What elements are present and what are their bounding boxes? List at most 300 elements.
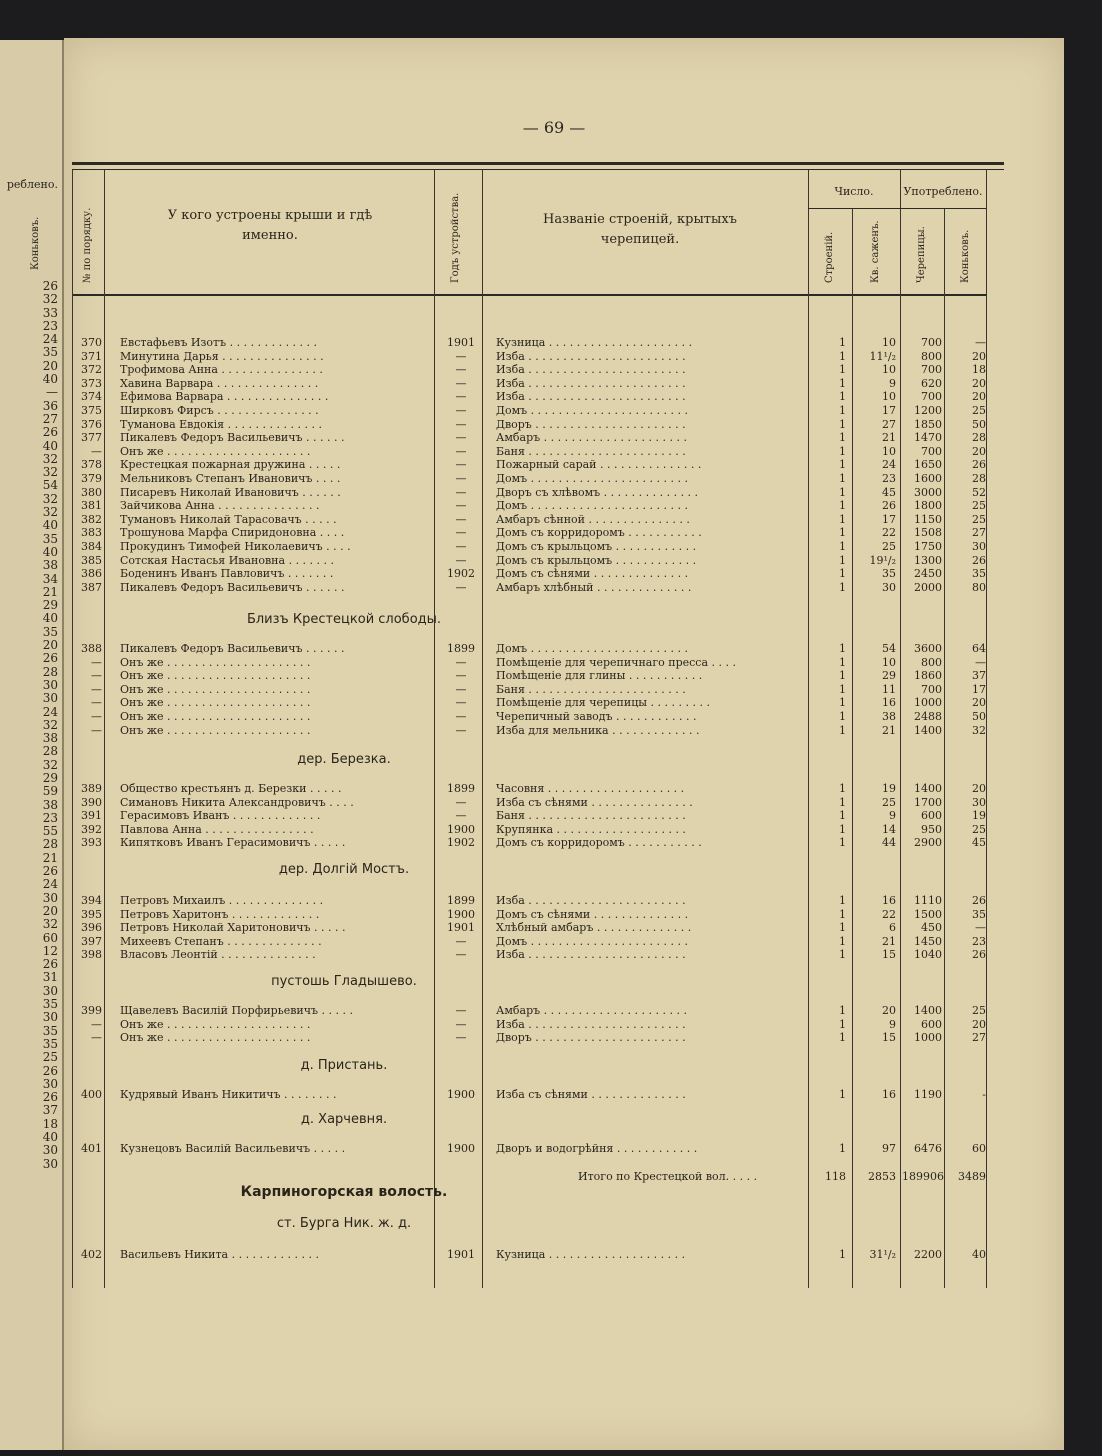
cell-who: Трофимова Анна . . . . . . . . . . . . . . .	[120, 363, 323, 377]
cell-bld: Помѣщеніе для черепичнаго пресса . . . .	[496, 655, 736, 669]
cell-who: Власовъ Леонтій . . . . . . . . . . . . . .	[120, 948, 316, 962]
cell-no: 379	[81, 472, 102, 485]
cell-ridge: 23	[972, 934, 986, 948]
table-row	[64, 418, 1064, 431]
cell-bld: Изба для мельника . . . . . . . . . . . . .	[496, 723, 700, 737]
cell-yr: 1901	[447, 1248, 475, 1261]
cell-who: Петровъ Николай Харитоновичъ . . . . .	[120, 921, 346, 935]
cell-bld: Домъ съ сѣнями . . . . . . . . . . . . . .	[496, 907, 689, 921]
cell-no: 374	[81, 390, 102, 404]
cell-cnt: 1	[839, 404, 846, 417]
cell-bld: Изба съ сѣнями . . . . . . . . . . . . . . .	[496, 795, 693, 809]
left-value: 26	[42, 864, 58, 879]
cell-tile: 700	[921, 682, 942, 696]
cell-bld: Домъ съ корридоромъ . . . . . . . . . . .	[496, 836, 702, 850]
table-row	[64, 404, 1064, 417]
cell-ridge: 26	[972, 894, 986, 907]
cell-cnt: 1	[839, 782, 846, 795]
cell-cnt: 1	[839, 336, 846, 349]
cell-yr: 1899	[447, 642, 475, 655]
left-value: 24	[42, 704, 58, 719]
cell-cnt: 1	[839, 723, 846, 737]
cell-who: Пикалевъ Федоръ Васильевичъ . . . . . .	[120, 580, 345, 594]
cell-area: 11¹/₂	[869, 349, 896, 363]
cell-area: 25	[882, 795, 896, 809]
col-area-header: Кв. саженъ.	[870, 220, 881, 283]
cell-ridge: 52	[972, 485, 986, 499]
cell-yr: 1899	[447, 894, 475, 907]
cell-cnt: 1	[839, 553, 846, 567]
cell-ridge: 26	[972, 948, 986, 962]
left-value: 28	[42, 664, 58, 679]
table-row	[64, 908, 1064, 921]
table-row	[64, 683, 1064, 696]
cell-tile: 620	[921, 376, 942, 390]
cell-cnt: 1	[839, 822, 846, 836]
cell-no: 378	[81, 458, 102, 472]
cell-bld: Домъ съ корридоромъ . . . . . . . . . . .	[496, 526, 702, 540]
left-value: 30	[42, 1143, 58, 1158]
cell-area: 31¹/₂	[869, 1248, 896, 1261]
cell-area: 35	[882, 567, 896, 581]
cell-ridge: -	[982, 1088, 986, 1101]
table-row	[64, 796, 1064, 809]
section-heading: пустошь Гладышево.	[271, 974, 417, 989]
table-row	[64, 1031, 1064, 1044]
cell-tile: 1000	[914, 1031, 942, 1045]
cell-area: 38	[882, 710, 896, 723]
cell-who: Онъ же . . . . . . . . . . . . . . . . . . . . .	[120, 1031, 311, 1045]
cell-ridge: 25	[972, 1004, 986, 1017]
cell-no: 398	[81, 948, 102, 962]
col-building-header: Названіе строеній, крытыхъ черепицей.	[543, 212, 737, 247]
cell-area: 22	[882, 907, 896, 921]
left-value: 21	[42, 584, 58, 599]
cell-who: Хавина Варвара . . . . . . . . . . . . . . .	[120, 376, 319, 390]
cell-ridge: 19	[972, 809, 986, 823]
cell-yr: —	[455, 458, 467, 472]
cell-who: Петровъ Михаилъ . . . . . . . . . . . . . .	[120, 894, 324, 907]
table-row	[64, 782, 1064, 795]
cell-no: 372	[81, 363, 102, 377]
cell-tile: 2900	[914, 836, 942, 850]
cell-yr: —	[455, 669, 467, 683]
section-heading: Близъ Крестецкой слободы.	[246, 612, 442, 627]
cell-no: 371	[81, 349, 102, 363]
cell-no: —	[91, 723, 102, 737]
left-value: 38	[42, 797, 58, 812]
cell-yr: 1902	[447, 836, 475, 850]
left-value: —	[46, 385, 58, 400]
table-row	[64, 390, 1064, 403]
cell-yr: —	[455, 512, 467, 526]
cell-yr: —	[455, 376, 467, 390]
cell-bld: Изба . . . . . . . . . . . . . . . . . . . . . . .	[496, 376, 686, 390]
cell-tile: 1110	[914, 894, 942, 907]
cell-bld: Дворъ и водогрѣйня . . . . . . . . . . . .	[496, 1142, 698, 1155]
cell-no: 382	[81, 512, 102, 526]
cell-cnt: 1	[839, 363, 846, 377]
table-row	[64, 472, 1064, 485]
table-row	[64, 710, 1064, 723]
cell-area: 17	[882, 512, 896, 526]
cell-cnt: 1	[839, 642, 846, 655]
cell-cnt: 1	[839, 836, 846, 850]
cell-tile: 1508	[914, 526, 942, 540]
left-value: 32	[42, 451, 58, 466]
left-value: 32	[42, 505, 58, 520]
cell-tile: 1750	[914, 540, 942, 553]
cell-ridge: 28	[972, 472, 986, 485]
cell-cnt: 1	[839, 458, 846, 472]
table-row	[64, 499, 1064, 512]
left-value: 20	[42, 638, 58, 653]
total-count: 118	[825, 1170, 846, 1183]
cell-who: Евстафьевъ Изотъ . . . . . . . . . . . . .	[120, 336, 318, 349]
cell-bld: Домъ съ крыльцомъ . . . . . . . . . . . .	[496, 540, 697, 553]
left-value: 25	[42, 1050, 58, 1065]
cell-bld: Амбаръ . . . . . . . . . . . . . . . . . . . . .	[496, 1004, 687, 1017]
cell-bld: Помѣщеніе для глины . . . . . . . . . . .	[496, 669, 703, 683]
cell-who: Онъ же . . . . . . . . . . . . . . . . . . . . .	[120, 710, 311, 723]
table-row	[64, 526, 1064, 539]
left-column-label: Коньковъ.	[30, 216, 41, 270]
cell-no: —	[91, 444, 102, 458]
cell-tile: 600	[921, 809, 942, 823]
cell-no: 401	[81, 1142, 102, 1155]
cell-bld: Дворъ съ хлѣвомъ . . . . . . . . . . . . . .	[496, 485, 699, 499]
total-tiles: 189906	[902, 1170, 944, 1183]
cell-area: 29	[882, 669, 896, 683]
group-count-header: Число.	[834, 185, 874, 198]
table-row	[64, 836, 1064, 849]
left-value: 55	[42, 824, 58, 839]
left-value: 26	[42, 279, 58, 293]
cell-no: 386	[81, 567, 102, 581]
cell-ridge: 20	[972, 696, 986, 710]
cell-cnt: 1	[839, 567, 846, 581]
cell-tile: 1000	[914, 696, 942, 710]
table-row	[64, 540, 1064, 553]
cell-who: Герасимовъ Иванъ . . . . . . . . . . . . .	[120, 809, 321, 823]
section-heading-bold: Карпиногорская волость.	[240, 1184, 448, 1200]
cell-ridge: 80	[972, 580, 986, 594]
left-value: 29	[42, 598, 58, 613]
cell-no: 389	[81, 782, 102, 795]
left-value: 26	[42, 957, 58, 972]
cell-bld: Часовня . . . . . . . . . . . . . . . . . . . .	[496, 782, 685, 795]
cell-bld: Изба . . . . . . . . . . . . . . . . . . . . . . .	[496, 349, 686, 363]
cell-ridge: 50	[972, 710, 986, 723]
cell-who: Кипятковъ Иванъ Герасимовичъ . . . . .	[120, 836, 346, 850]
cell-yr: 1900	[447, 1142, 475, 1155]
cell-who: Симановъ Никита Александровичъ . . . .	[120, 795, 354, 809]
cell-tile: 800	[921, 655, 942, 669]
cell-tile: 6476	[914, 1142, 942, 1155]
table-row	[64, 350, 1064, 363]
cell-area: 21	[882, 431, 896, 445]
cell-yr: 1900	[447, 1088, 475, 1101]
cell-ridge: 25	[972, 404, 986, 417]
cell-who: Крестецкая пожарная дружина . . . . .	[120, 458, 341, 472]
cell-ridge: 37	[972, 669, 986, 683]
cell-tile: 950	[921, 822, 942, 836]
cell-cnt: 1	[839, 795, 846, 809]
left-value: 35	[42, 1036, 58, 1051]
cell-yr: —	[455, 655, 467, 669]
section-heading: д. Харчевня.	[300, 1112, 388, 1127]
cell-tile: 1500	[914, 907, 942, 921]
cell-ridge: 50	[972, 417, 986, 431]
cell-yr: 1900	[447, 907, 475, 921]
cell-who: Онъ же . . . . . . . . . . . . . . . . . . . . .	[120, 682, 311, 696]
left-value: 18	[42, 1116, 58, 1131]
cell-no: 380	[81, 485, 102, 499]
cell-yr: —	[455, 1017, 467, 1031]
cell-yr: —	[455, 795, 467, 809]
cell-cnt: 1	[839, 540, 846, 553]
table-row	[64, 724, 1064, 737]
table-row	[64, 445, 1064, 458]
cell-no: 373	[81, 376, 102, 390]
cell-cnt: 1	[839, 1004, 846, 1017]
cell-area: 30	[882, 580, 896, 594]
cell-tile: 800	[921, 349, 942, 363]
table-row	[64, 1248, 1064, 1261]
cell-bld: Помѣщеніе для черепицы . . . . . . . . .	[496, 696, 710, 710]
col-who-header: У кого устроены крыши и гдѣ именно.	[167, 208, 373, 243]
left-value: 40	[42, 544, 58, 559]
cell-cnt: 1	[839, 710, 846, 723]
table-row	[64, 581, 1064, 594]
table-row	[64, 1004, 1064, 1017]
table-row	[64, 377, 1064, 390]
left-value: 26	[42, 651, 58, 666]
left-value: 35	[42, 345, 58, 360]
cell-bld: Амбаръ . . . . . . . . . . . . . . . . . . . . .	[496, 431, 687, 445]
cell-bld: Кузница . . . . . . . . . . . . . . . . . . . . .	[496, 336, 693, 349]
cell-ridge: 45	[972, 836, 986, 850]
cell-yr: —	[455, 682, 467, 696]
cell-area: 20	[882, 1004, 896, 1017]
cell-who: Мельниковъ Степанъ Ивановичъ . . . .	[120, 472, 341, 485]
col-ridges-header: Коньковъ.	[960, 229, 971, 283]
left-value: 34	[42, 571, 58, 586]
cell-yr: —	[455, 499, 467, 513]
cell-cnt: 1	[839, 526, 846, 540]
cell-cnt: 1	[839, 1088, 846, 1101]
cell-no: —	[91, 696, 102, 710]
cell-who: Кузнецовъ Василій Васильевичъ . . . . .	[120, 1142, 346, 1155]
cell-bld: Домъ . . . . . . . . . . . . . . . . . . . . . . .	[496, 642, 688, 655]
table-row	[64, 642, 1064, 655]
cell-tile: 600	[921, 1017, 942, 1031]
cell-no: 396	[81, 921, 102, 935]
cell-cnt: 1	[839, 417, 846, 431]
cell-area: 26	[882, 499, 896, 513]
cell-yr: 1900	[447, 822, 475, 836]
table-row	[64, 1142, 1064, 1155]
left-value: 35	[42, 624, 58, 639]
cell-yr: —	[455, 526, 467, 540]
cell-area: 9	[889, 1017, 896, 1031]
cell-area: 24	[882, 458, 896, 472]
cell-bld: Изба . . . . . . . . . . . . . . . . . . . . . . .	[496, 894, 686, 907]
cell-area: 44	[882, 836, 896, 850]
cell-ridge: 64	[972, 642, 986, 655]
cell-who: Прокудинъ Тимофей Николаевичъ . . . .	[120, 540, 351, 553]
cell-cnt: 1	[839, 1142, 846, 1155]
left-value: 33	[42, 305, 58, 320]
cell-bld: Амбаръ хлѣбный . . . . . . . . . . . . . .	[496, 580, 692, 594]
cell-cnt: 1	[839, 669, 846, 683]
cell-cnt: 1	[839, 512, 846, 526]
cell-bld: Домъ . . . . . . . . . . . . . . . . . . . . . . .	[496, 404, 688, 417]
cell-yr: —	[455, 1004, 467, 1017]
cell-tile: 1190	[914, 1088, 942, 1101]
table-row	[64, 1018, 1064, 1031]
cell-area: 45	[882, 485, 896, 499]
cell-no: —	[91, 1017, 102, 1031]
cell-yr: —	[455, 1031, 467, 1045]
left-value: 36	[42, 398, 58, 413]
cell-cnt: 1	[839, 907, 846, 921]
left-value: 40	[42, 438, 58, 453]
left-value: 23	[42, 318, 58, 333]
cell-area: 14	[882, 822, 896, 836]
cell-cnt: 1	[839, 390, 846, 404]
cell-tile: 1400	[914, 1004, 942, 1017]
cell-who: Онъ же . . . . . . . . . . . . . . . . . . . . .	[120, 696, 311, 710]
cell-tile: 450	[921, 921, 942, 935]
left-page-fragment	[0, 40, 65, 1450]
cell-cnt: 1	[839, 485, 846, 499]
total-ridges: 3489	[958, 1170, 986, 1183]
cell-area: 15	[882, 948, 896, 962]
cell-who: Минутина Дарья . . . . . . . . . . . . . . .	[120, 349, 324, 363]
cell-no: 388	[81, 642, 102, 655]
cell-who: Онъ же . . . . . . . . . . . . . . . . . . . . .	[120, 669, 311, 683]
cell-yr: —	[455, 431, 467, 445]
table-row	[64, 336, 1064, 349]
left-value: 24	[42, 877, 58, 892]
cell-no: 392	[81, 822, 102, 836]
cell-no: —	[91, 1031, 102, 1045]
cell-no: 394	[81, 894, 102, 907]
cell-area: 22	[882, 526, 896, 540]
cell-ridge: 40	[972, 1248, 986, 1261]
left-value: 30	[42, 1156, 58, 1171]
cell-ridge: 25	[972, 499, 986, 513]
cell-cnt: 1	[839, 894, 846, 907]
cell-ridge: 32	[972, 723, 986, 737]
left-value: 40	[42, 611, 58, 626]
cell-cnt: 1	[839, 1248, 846, 1261]
cell-ridge: 27	[972, 526, 986, 540]
table-row	[64, 486, 1064, 499]
cell-area: 16	[882, 696, 896, 710]
cell-no: 376	[81, 417, 102, 431]
cell-tile: 2488	[914, 710, 942, 723]
cell-no: 377	[81, 431, 102, 445]
cell-who: Тумановъ Николай Тарасовачъ . . . . .	[120, 512, 337, 526]
cell-no: —	[91, 655, 102, 669]
left-value: 29	[42, 770, 58, 785]
cell-no: 400	[81, 1088, 102, 1101]
cell-cnt: 1	[839, 921, 846, 935]
cell-area: 15	[882, 1031, 896, 1045]
cell-yr: —	[455, 710, 467, 723]
cell-ridge: 20	[972, 782, 986, 795]
left-value: 30	[42, 677, 58, 692]
left-value: 21	[42, 850, 58, 865]
cell-tile: 2450	[914, 567, 942, 581]
cell-bld: Домъ съ крыльцомъ . . . . . . . . . . . .	[496, 553, 697, 567]
cell-no: 399	[81, 1004, 102, 1017]
cell-cnt: 1	[839, 472, 846, 485]
left-value: 32	[42, 917, 58, 932]
cell-who: Онъ же . . . . . . . . . . . . . . . . . . . . .	[120, 444, 311, 458]
cell-yr: 1901	[447, 921, 475, 935]
cell-yr: 1899	[447, 782, 475, 795]
table-row	[64, 567, 1064, 580]
cell-area: 10	[882, 390, 896, 404]
cell-bld: Домъ . . . . . . . . . . . . . . . . . . . . . . .	[496, 934, 688, 948]
cell-area: 10	[882, 336, 896, 349]
cell-ridge: 30	[972, 540, 986, 553]
table-row	[64, 809, 1064, 822]
cell-who: Боденинъ Иванъ Павловичъ . . . . . . .	[120, 567, 334, 581]
cell-tile: 2000	[914, 580, 942, 594]
cell-ridge: 30	[972, 795, 986, 809]
table-row	[64, 363, 1064, 376]
cell-no: 395	[81, 907, 102, 921]
cell-ridge: 18	[972, 363, 986, 377]
cell-tile: 1600	[914, 472, 942, 485]
cell-yr: —	[455, 809, 467, 823]
header-bottom-rule	[72, 294, 986, 296]
table-row	[64, 823, 1064, 836]
left-value: 20	[42, 358, 58, 373]
cell-yr: —	[455, 948, 467, 962]
left-value: 40	[42, 1130, 58, 1144]
group-rule	[808, 208, 986, 209]
total-label: Итого по Крестецкой вол. . . . .	[578, 1170, 758, 1183]
cell-cnt: 1	[839, 655, 846, 669]
cell-ridge: 20	[972, 444, 986, 458]
left-value: 30	[42, 1010, 58, 1025]
cell-ridge: 20	[972, 390, 986, 404]
cell-cnt: 1	[839, 696, 846, 710]
cell-who: Онъ же . . . . . . . . . . . . . . . . . . . . .	[120, 723, 311, 737]
cell-ridge: 25	[972, 512, 986, 526]
cell-who: Петровъ Харитонъ . . . . . . . . . . . . .	[120, 907, 320, 921]
cell-ridge: 20	[972, 1017, 986, 1031]
col-buildings-header: Строеній.	[824, 231, 835, 283]
cell-bld: Изба . . . . . . . . . . . . . . . . . . . . . . .	[496, 1017, 686, 1031]
left-value: 32	[42, 757, 58, 772]
cell-area: 21	[882, 723, 896, 737]
document-page	[64, 38, 1064, 1450]
cell-area: 19	[882, 782, 896, 795]
table-row	[64, 935, 1064, 948]
cell-ridge: 26	[972, 553, 986, 567]
cell-no: 397	[81, 934, 102, 948]
cell-area: 10	[882, 444, 896, 458]
cell-bld: Дворъ . . . . . . . . . . . . . . . . . . . . . .	[496, 1031, 686, 1045]
cell-tile: 1470	[914, 431, 942, 445]
cell-who: Васильевъ Никита . . . . . . . . . . . . .	[120, 1248, 319, 1261]
